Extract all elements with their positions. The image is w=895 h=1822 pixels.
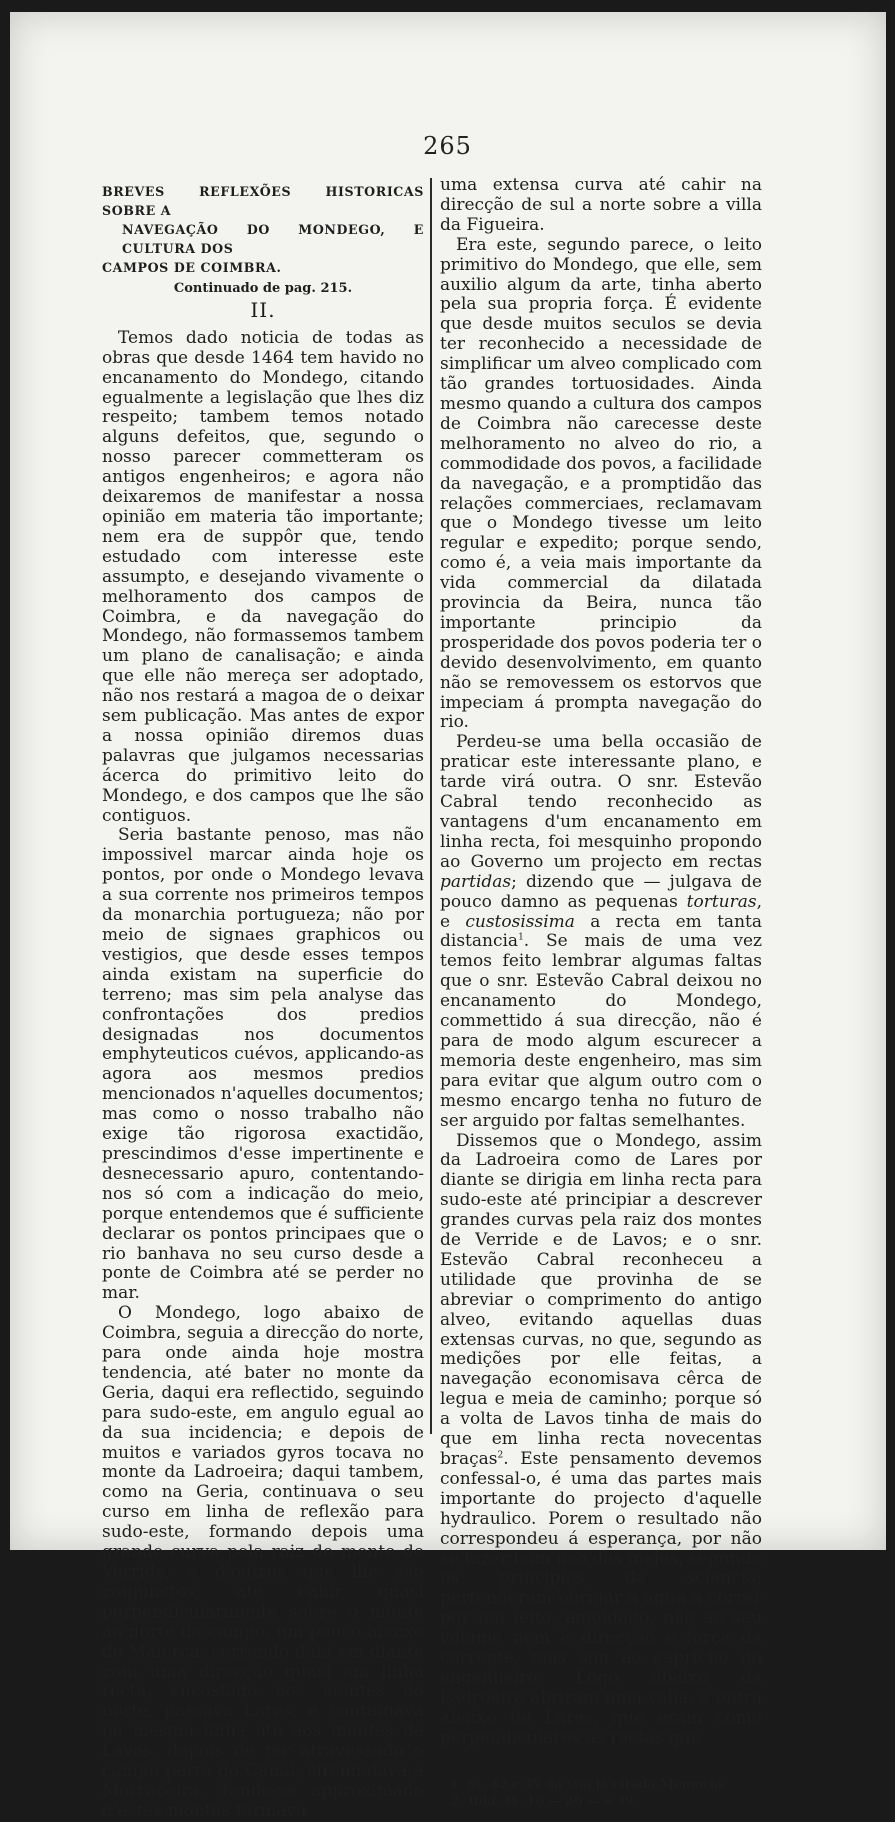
right-paragraph-1: Era este, segundo parece, o leito primitivo do Mondego, que elle, sem auxilio algum da arte, tinha aberto pela sua propria força. É evidente que desde muitos seculos se devia ter reconhecido a necessidade de simplificar um alveo complicado com tão grandes tortuosidades. Ainda mesmo quando a cultura dos campos de Coimbra não carecesse deste melhoramento no alveo do rio, a commodidade dos povos, a facilidade da navegação, e a promptidão das relações commerciaes, reclamavam que o Mondego tivesse um leito regular e expedito; porque sendo, como é, a veia mais importante da vida commercial da dilatada provincia da Beira, nunca tão importante principio da prosperidade dos povos poderia ter o devido desenvolvimento, em quanto não se removessem os estorvos que impeciam á prompta navegação do rio.	[440, 234, 762, 733]
p2-text-b: ; dizendo que — julgava de pouco damno as pequenas	[440, 871, 762, 912]
footnote-1	[440, 1775, 762, 1792]
right-column	[440, 176, 762, 1809]
left-paragraph-3: O Mondego, logo abaixo de Coimbra, seguia a direcção do norte, para onde ainda hoje mostra tendencia, até bater no monte da Geria, daqui era reflectido, seguindo para sudo-este, em angulo egual ao da sua incidencia; e depois de muitos e variados gyros tocava no monte da Ladroeira; daqui tambem, como na Geria, continuava o seu curso em linha de reflexão para sudo-este, formando depois uma grande curva pela raiz do monte de Verride, e d'outros que lhe são conjunctos, até cahir quasi perpendicularmente sobre o monte ao norte do campo, um pouco abaixo de Maiorca; correndo dahi em diante com uma direcção quasi em linha recta, encostado aos montes do norte, passava Lares, e continuava na mesma linha até aos montes de Lavos, depois de ter atravessado o campo perto do Canal, circumdava a Morraceira. Tendo-se approximado d'estes montes formava	[102, 1303, 424, 1821]
right-paragraph-3	[440, 1132, 762, 1749]
footnote-1-text: §§. 32 e 35 da sua já citada Memoria.	[468, 1775, 727, 1791]
left-paragraph-1: Temos dado noticia de todas as obras que desde 1464 tem havido no encanamento do Mondego, citando egualmente a legislação que lhes diz respeito; tambem temos notado alguns defeitos, que, segundo o nosso parecer commetteram os antigos engenheiros; e agora não deixaremos de manifestar a nossa opinião em materia tão importante; nem era de suppôr que, tendo estudado com interesse este assumpto, e desejando vivamente o melhoramento dos campos de Coimbra, e da navegação do Mondego, não formassemos tambem um plano de canalisação; e ainda que elle não mereça ser adoptado, não nos restará a magoa de o deixar sem publicação. Mas antes de expor a nossa opinião diremos duas palavras que julgamos necessarias ácerca do primitivo leito do Mondego, e dos campos que lhe são contiguos.	[102, 327, 424, 826]
footnote-2	[440, 1792, 762, 1809]
p2-text-e: . Se mais de uma vez temos feito lembrar algumas faltas que o snr. Estevão Cabral deixou no encanamento do Mondego, commettido á sua direcção, não é para de modo algum escurecer a memoria deste engenheiro, mas sim para evitar que algum outro com o mesmo encargo tenha no futuro de ser arguido por faltas semelhantes.	[440, 931, 762, 1131]
footnote-2-text: Ibid. §§. 10 — 20 — e 39.	[468, 1792, 638, 1808]
p3-text-a: Dissemos que o Mondego, assim da Ladroeira como de Lares por diante se dirigia em linha recta para sudo-este até principiar a descrever grandes curvas pela raiz dos montes de Verride e de Lavos; e o snr. Estevão Cabral reconheceu a utilidade que provinha de se abreviar o comprimento do antigo alveo, evitando aquellas duas extensas curvas, no que, segundo as medições por elle feitas, a navegação economisava cêrca de legua e meia de caminho; porque só a volta de Lavos tinha de mais do que em linha recta novecentas braças	[440, 1130, 762, 1469]
left-column	[102, 176, 424, 1822]
title-line-1: BREVES REFLEXÕES HISTORICAS SOBRE A	[102, 184, 424, 218]
footnote-ref-1: 1	[518, 932, 524, 943]
footnote-ref-2: 2	[497, 1450, 504, 1461]
continued-note: Continuado de pag. 215.	[173, 281, 353, 296]
title-line-2: NAVEGAÇÃO DO MONDEGO, E CULTURA DOS	[122, 222, 424, 256]
p2-text-c: , e	[440, 891, 762, 932]
section-number: II.	[250, 297, 276, 322]
left-paragraph-2: Seria bastante penoso, mas não impossivel marcar ainda hoje os pontos, por onde o Mondego levava a sua corrente nos primeiros tempos da monarchia portugueza; não por meio de signaes graphicos ou vestigios, que desde esses tempos ainda existam na superficie do terreno; mas sim pela analyse das confrontações dos predios designadas nos documentos emphyteuticos cuévos, applicando-as agora aos mesmos predios mencionados n'aquelles documentos; mas como o nosso trabalho não exige tão rigorosa exactidão, prescindimos d'esse impertinente e desnecessario apuro, contentando-nos só com a indicação do meio, porque entendemos que é sufficiente declarar os pontos principaes que o rio banhava no seu curso desde a ponte de Coimbra até se perder no mar.	[102, 825, 424, 1304]
right-paragraph-2	[440, 733, 762, 1131]
p2-italic-custosissima: custosissima	[465, 911, 575, 932]
p3-text-b: . Este pensamento devemos confessal-o, é uma das partes mais importante do projecto d'aquelle hydraulico. Porem o resultado não correspondeu á esperança, por não se fazer bom uso dos meios, segundo os principios da sciencia; pertenderam obrigar a agua a correr por um leito, amoldado, não ao seu volume nem á direcção e força da corrente, mas sim ao capricho do engenheiro. Logo abaixo da Ladroeira abriram uma valla, e outra abaixo de Lares, que eram como perpendiculares ás rectas que	[440, 1449, 762, 1748]
footnotes	[440, 1775, 762, 1809]
p2-italic-torturas: torturas	[686, 891, 757, 912]
p2-text-d: a recta em tanta distancia	[440, 911, 762, 952]
page-number: 265	[423, 132, 472, 160]
footnote-2-mark: 2	[450, 1792, 459, 1808]
p2-italic-partidas: partidas	[440, 871, 512, 892]
footnote-1-mark: 1	[450, 1775, 459, 1791]
p2-text-a: Perdeu-se uma bella occasião de praticar este interessante plano, e tarde virá outra. O snr. Estevão Cabral tendo reconhecido as vantagens d'um encanamento em linha recta, foi mesquinho propondo ao Governo um projecto em rectas	[440, 732, 762, 872]
title-line-3: CAMPOS DE COIMBRA.	[102, 260, 282, 275]
article-title	[102, 182, 424, 277]
column-divider	[430, 178, 432, 1434]
right-paragraph-0: uma extensa curva até cahir na direcção de sul a norte sobre a villa da Figueira.	[440, 175, 762, 235]
